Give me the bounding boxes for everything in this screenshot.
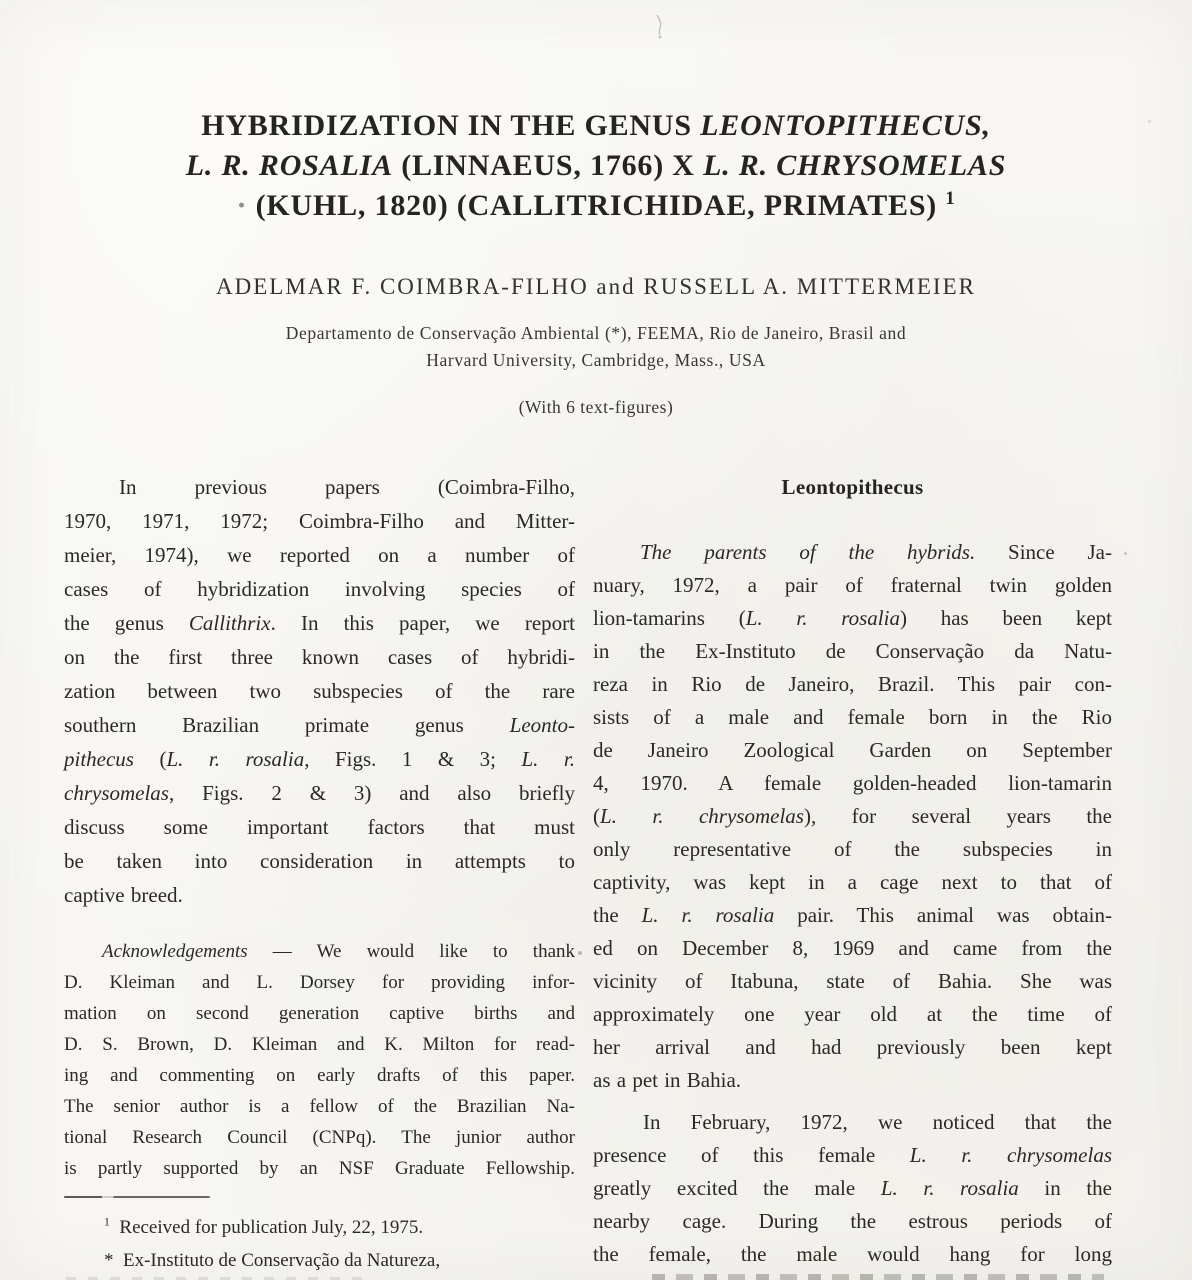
right-column bbox=[593, 470, 1112, 1277]
text-line: the L. r. rosalia pair. This animal was obtain- bbox=[593, 903, 1113, 927]
text-line: the genus Callithrix. In this paper, we report bbox=[64, 611, 575, 635]
text-line: 1970, 1971, 1972; Coimbra-Filho and Mitter- bbox=[64, 509, 575, 533]
text-line: in the Ex-Instituto de Conservação da Natu- bbox=[593, 639, 1112, 663]
text-line: discuss some important factors that must bbox=[64, 815, 575, 839]
text-line: nearby cage. During the estrous periods of bbox=[593, 1209, 1112, 1233]
text-line: captivity, was kept in a cage next to that of bbox=[593, 870, 1112, 894]
text-line: zation between two subspecies of the rare bbox=[64, 679, 575, 703]
two-column-body bbox=[64, 470, 1112, 1277]
text-line: captive breed. bbox=[64, 883, 183, 907]
text-line: $^1$ Received for publication July, 22, 1975. bbox=[104, 1215, 424, 1238]
authors-line: ADELMAR F. COIMBRA-FILHO and RUSSELL A. MITTERMEIER bbox=[216, 274, 976, 299]
affiliation-line-1: Departamento de Conservação Ambiental (*), FEEMA, Rio de Janeiro, Brasil and bbox=[285, 323, 907, 343]
text-line: mation on second generation captive births and bbox=[64, 1003, 575, 1024]
title-line-1: HYBRIDIZATION IN THE GENUS LEONTOPITHECUS, bbox=[201, 109, 991, 142]
text-line: sists of a male and female born in the Rio bbox=[593, 705, 1112, 729]
text-line: is partly supported by an NSF Graduate Fellowship. bbox=[64, 1158, 575, 1179]
affiliation-line-2: Harvard University, Cambridge, Mass., USA bbox=[426, 350, 766, 370]
left-column bbox=[64, 470, 575, 1277]
text-line: cases of hybridization involving species of bbox=[64, 577, 575, 601]
text-line: the female, the male would hang for long bbox=[593, 1242, 1112, 1266]
text-line: Acknowledgements — We would like to thank bbox=[102, 941, 575, 962]
text-line: only representative of the subspecies in bbox=[593, 837, 1112, 861]
text-line: de Janeiro Zoological Garden on September bbox=[593, 738, 1112, 762]
scan-speck bbox=[1124, 552, 1127, 555]
text-line: vicinity of Itabuna, state of Bahia. She was bbox=[593, 969, 1112, 993]
text-line: chrysomelas, Figs. 2 & 3) and also briefly bbox=[64, 781, 575, 805]
text-line: In previous papers (Coimbra-Filho, bbox=[119, 475, 575, 499]
text-line: In February, 1972, we noticed that the bbox=[643, 1110, 1112, 1134]
footnotes-block bbox=[64, 1211, 575, 1277]
text-line: reza in Rio de Janeiro, Brazil. This pair con- bbox=[593, 672, 1112, 696]
text-line: 4, 1970. A female golden-headed lion-tamarin bbox=[593, 771, 1112, 795]
title-line-2: L. R. ROSALIA (LINNAEUS, 1766) X L. R. CHRYSOMELAS bbox=[185, 149, 1007, 182]
paper-title bbox=[0, 106, 1192, 226]
text-line: ed on December 8, 1969 and came from the bbox=[593, 936, 1112, 960]
text-line: southern Brazilian primate genus Leonto- bbox=[64, 713, 575, 737]
intro-paragraph bbox=[64, 470, 575, 912]
text-line: presence of this female L. r. chrysomelas bbox=[593, 1143, 1112, 1167]
text-line: lion-tamarins (L. r. rosalia) has been kept bbox=[593, 606, 1112, 630]
text-line: meier, 1974), we reported on a number of bbox=[64, 543, 575, 567]
text-line: The parents of the hybrids. Since Ja- bbox=[640, 540, 1112, 564]
text-line: D. Kleiman and L. Dorsey for providing infor- bbox=[64, 972, 575, 993]
text-line: greatly excited the male L. r. rosalia in the bbox=[593, 1176, 1112, 1200]
title-line-3: · (KUHL, 1820) (CALLITRICHIDAE, PRIMATES) $^1$ bbox=[236, 188, 956, 222]
text-line: her arrival and had previously been kept bbox=[593, 1035, 1112, 1059]
parents-paragraph bbox=[593, 536, 1112, 1097]
text-line: pithecus (L. r. rosalia, Figs. 1 & 3; L. r. bbox=[64, 747, 575, 771]
section-heading: Leontopithecus bbox=[781, 475, 924, 499]
text-line: nuary, 1972, a pair of fraternal twin golden bbox=[593, 573, 1112, 597]
figures-note: (With 6 text-figures) bbox=[518, 397, 674, 417]
scan-speck bbox=[653, 14, 665, 45]
text-line: approximately one year old at the time of bbox=[593, 1002, 1112, 1026]
february-paragraph bbox=[593, 1106, 1112, 1271]
text-line: ing and commenting on early drafts of this paper. bbox=[64, 1065, 575, 1086]
text-line: tional Research Council (CNPq). The junior author bbox=[64, 1127, 575, 1148]
text-line: be taken into consideration in attempts to bbox=[64, 849, 575, 873]
text-line: as a pet in Bahia. bbox=[593, 1068, 742, 1092]
footnote-divider-rule bbox=[64, 1196, 210, 1198]
acknowledgements-paragraph bbox=[64, 936, 575, 1184]
text-line: The senior author is a fellow of the Brazilian Na- bbox=[64, 1096, 575, 1117]
text-line: on the first three known cases of hybridi- bbox=[64, 645, 575, 669]
text-line: D. S. Brown, D. Kleiman and K. Milton for read- bbox=[64, 1034, 575, 1055]
affiliation-block bbox=[0, 320, 1192, 374]
text-line: (L. r. chrysomelas), for several years the bbox=[593, 804, 1112, 828]
text-line: * Ex-Instituto de Conservação da Natureza, bbox=[104, 1250, 441, 1271]
